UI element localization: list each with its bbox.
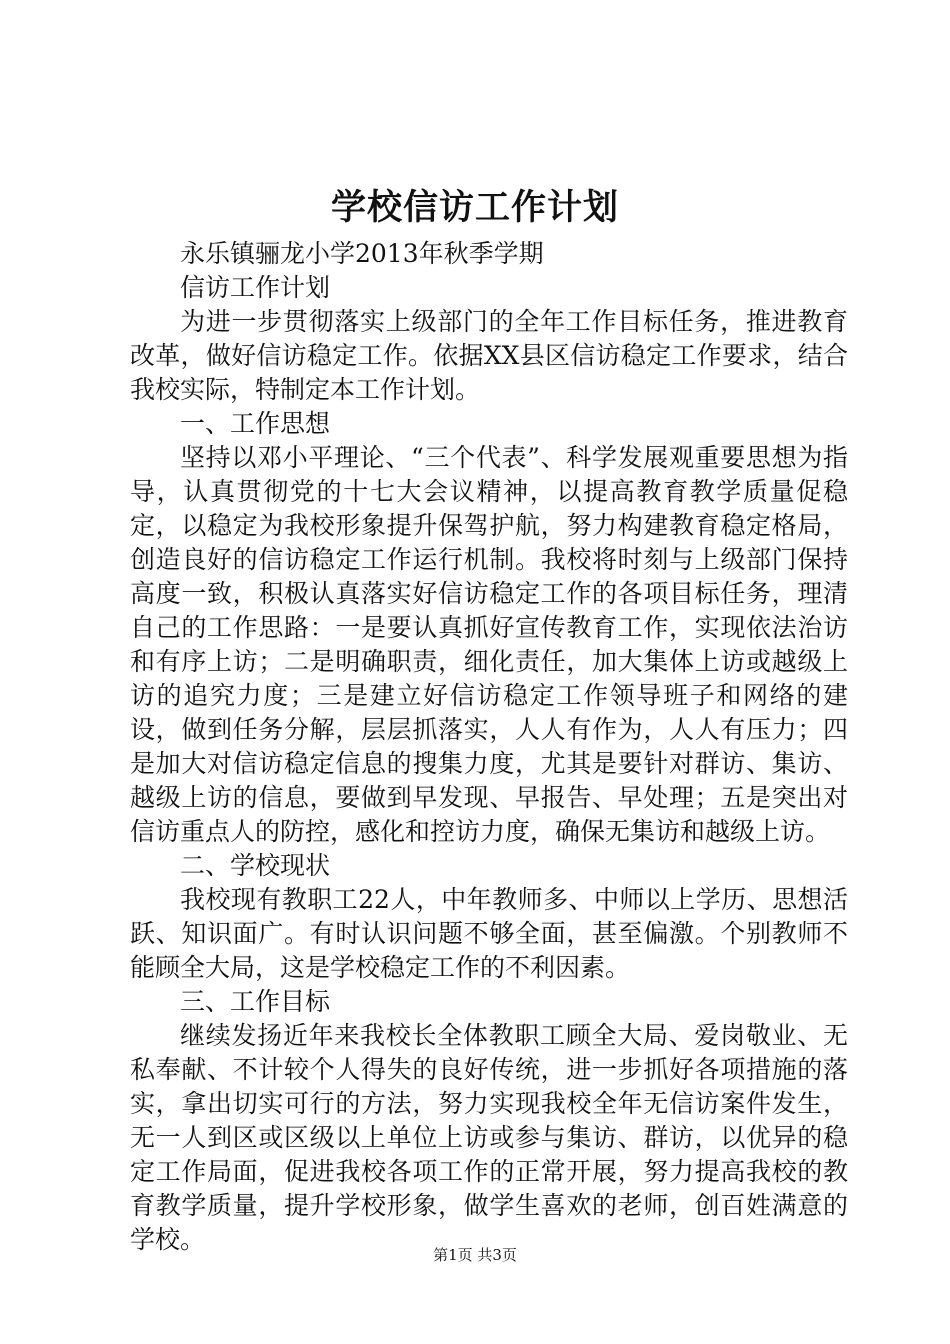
document-body bbox=[130, 237, 848, 1257]
section-paragraph-1: 坚持以邓小平理论、“三个代表”、科学发展观重要思想为指导，认真贯彻党的十七大会议精神，以提高教育教学质量促稳定，以稳定为我校形象提升保驾护航，努力构建教育稳定格局，创造良好的信访稳定工作运行机制。我校将时刻与上级部门保持高度一致，积极认真落实好信访稳定工作的各项目标任务，理清自己的工作思路：一是要认真抓好宣传教育工作，实现依法治访和有序上访；二是明确职责，细化责任，加大集体上访或越级上访的追究力度；三是建立好信访稳定工作领导班子和网络的建设，做到任务分解，层层抓落实，人人有作为，人人有压力；四是加大对信访稳定信息的搜集力度，尤其是要针对群访、集访、越级上访的信息，要做到早发现、早报告、早处理；五是突出对信访重点人的防控，感化和控访力度，确保无集访和越级上访。 bbox=[130, 443, 848, 846]
intro-paragraph: 为进一步贯彻落实上级部门的全年工作目标任务，推进教育改革，做好信访稳定工作。依据XX县区信访稳定工作要求，结合我校实际，特制定本工作计划。 bbox=[130, 307, 848, 404]
section-paragraph-3: 继续发扬近年来我校长全体教职工顾全大局、爱岗敬业、无私奉献、不计较个人得失的良好传统，进一步抓好各项措施的落实，拿出切实可行的方法，努力实现我校全年无信访案件发生，无一人到区或区级以上单位上访或参与集访、群访，以优异的稳定工作局面，促进我校各项工作的正常开展，努力提高我校的教育教学质量，提升学校形象，做学生喜欢的老师，创百姓满意的学校。 bbox=[130, 1021, 848, 1254]
section-heading-3: 三、工作目标 bbox=[180, 987, 331, 1016]
section-heading-2: 二、学校现状 bbox=[180, 851, 331, 880]
school-term-line: 永乐镇骊龙小学2013年秋季学期 bbox=[180, 239, 544, 268]
page-number: 第1页 共3页 bbox=[433, 1246, 517, 1264]
plan-subtitle: 信访工作计划 bbox=[180, 273, 331, 302]
document-title: 学校信访工作计划 bbox=[330, 187, 619, 228]
section-paragraph-2: 我校现有教职工22人，中年教师多、中师以上学历、思想活跃、知识面广。有时认识问题不够全面，甚至偏激。个别教师不能顾全大局，这是学校稳定工作的不利因素。 bbox=[130, 885, 848, 982]
section-heading-1: 一、工作思想 bbox=[180, 409, 331, 438]
